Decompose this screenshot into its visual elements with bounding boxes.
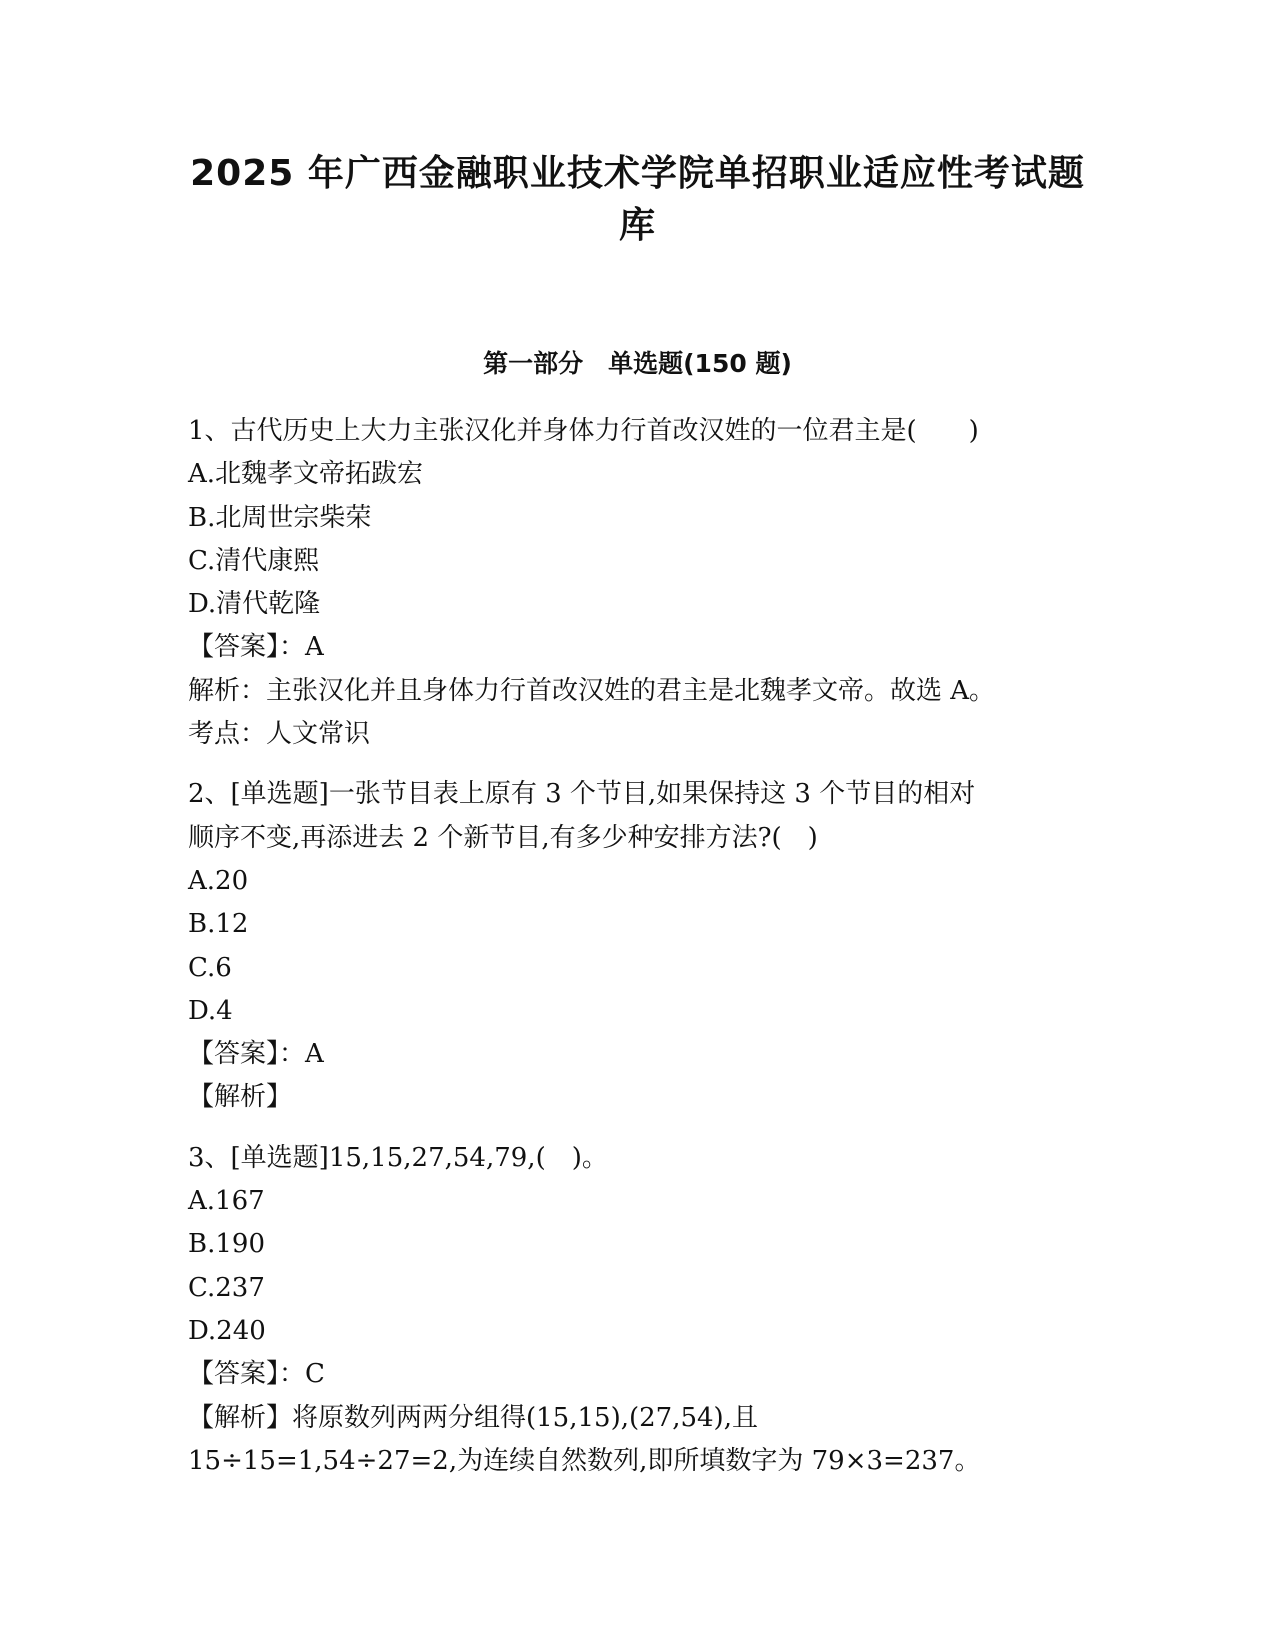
option-c: C.237 (188, 1272, 265, 1303)
document-title-line-1: 2025 年广西金融职业技术学院单招职业适应性考试题 (190, 153, 1085, 194)
answer-line: 【答案】：A (188, 1039, 324, 1070)
question-3 (188, 1137, 1068, 1483)
option-a: A.20 (188, 865, 249, 896)
question-stem: 3、[单选题]15,15,27,54,79,( )。 (188, 1142, 608, 1173)
option-b: B.190 (188, 1229, 265, 1260)
question-2 (188, 773, 1068, 1119)
question-1 (188, 410, 1068, 756)
answer-line: 【答案】：A (188, 632, 324, 663)
option-b: B.北周世宗柴荣 (188, 502, 372, 533)
option-b: B.12 (188, 909, 249, 940)
document-title (160, 148, 1115, 252)
option-c: C.清代康熙 (188, 545, 320, 576)
option-a: A.北魏孝文帝拓跋宏 (188, 459, 424, 490)
section-heading: 第一部分 单选题(150 题) (483, 349, 792, 378)
option-c: C.6 (188, 952, 232, 983)
explanation-line-2: 15÷15=1,54÷27=2,为连续自然数列,即所填数字为 79×3=237。 (188, 1445, 981, 1476)
question-stem-line-2: 顺序不变,再添进去 2 个新节目,有多少种安排方法?( ) (188, 822, 818, 853)
question-stem-line-1: 2、[单选题]一张节目表上原有 3 个节目,如果保持这 3 个节目的相对 (188, 779, 976, 810)
explanation-line: 解析：主张汉化并且身体力行首改汉姓的君主是北魏孝文帝。故选 A。 (188, 675, 996, 706)
option-d: D.240 (188, 1315, 266, 1346)
explanation-line-1: 【解析】将原数列两两分组得(15,15),(27,54),且 (188, 1402, 758, 1433)
answer-line: 【答案】：C (188, 1359, 325, 1390)
document-title-line-2: 库 (618, 205, 656, 246)
option-d: D.清代乾隆 (188, 589, 321, 620)
question-list (188, 410, 1068, 1483)
option-d: D.4 (188, 995, 233, 1026)
explanation-line: 【解析】 (188, 1082, 293, 1113)
topic-line: 考点：人文常识 (188, 719, 371, 750)
option-a: A.167 (188, 1186, 265, 1217)
question-stem: 1、古代历史上大力主张汉化并身体力行首改汉姓的一位君主是( ) (188, 416, 979, 446)
